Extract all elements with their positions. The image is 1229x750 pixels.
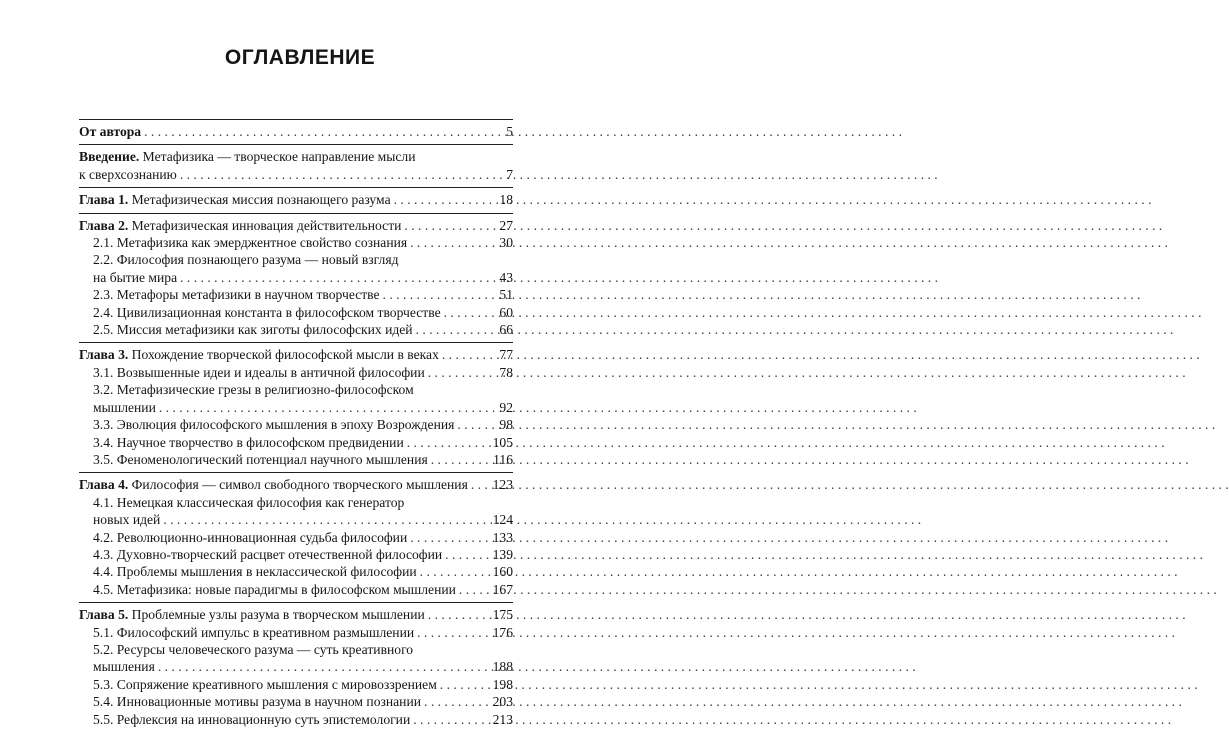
toc-label: Глава 2.: [79, 217, 129, 233]
toc-label: мышлении: [93, 399, 156, 415]
toc-entry-title: [79, 606, 425, 623]
dot-leader: [417, 624, 489, 641]
toc-entry-title: [93, 269, 177, 286]
toc-label: к сверхсознанию: [79, 166, 177, 182]
toc-line: [79, 217, 513, 234]
toc-label: 5.4. Инновационные мотивы разума в научном познании: [93, 694, 422, 710]
toc-line: [79, 476, 513, 493]
toc-chapter-entry[interactable]: [79, 217, 513, 234]
toc-label: 4.3. Духовно-творческий расцвет отечественной философии: [93, 546, 443, 562]
toc-line: [79, 381, 513, 398]
toc-line: [79, 166, 513, 183]
page-number: 175: [492, 607, 513, 623]
toc-line: [79, 399, 513, 416]
toc-title-text: Метафизическая миссия познающего разума: [128, 192, 391, 208]
toc-entry-title: [93, 676, 437, 693]
dot-leader: [457, 416, 496, 433]
toc-label: 4.5. Метафизика: новые парадигмы в философском мышлении: [93, 581, 456, 597]
page-number: 133: [492, 529, 513, 545]
toc-section: [79, 144, 513, 183]
page-title: ОГЛАВЛЕНИЕ: [224, 46, 376, 69]
dot-leader: [416, 321, 497, 338]
toc-entry-title: [79, 166, 177, 183]
table-of-contents: [79, 119, 513, 728]
toc-label: 4.1. Немецкая классическая философия как генератор: [93, 494, 405, 510]
page-number: 66: [499, 322, 513, 338]
toc-label: Глава 4.: [79, 477, 129, 493]
dot-leader: [428, 364, 497, 381]
page-number: 43: [499, 269, 513, 285]
toc-label: 2.5. Миссия метафизики как зиготы философских идей: [93, 322, 413, 338]
toc-label: 3.3. Эволюция философского мышления в эпоху Возрождения: [93, 417, 455, 433]
toc-label: 4.2. Революционно-инновационная судьба философии: [93, 529, 408, 545]
toc-line: [79, 563, 513, 580]
toc-entry-title: [93, 399, 156, 416]
toc-label: 4.4. Проблемы мышления в неклассической философии: [93, 564, 417, 580]
toc-subentry[interactable]: [79, 693, 513, 710]
toc-label: 2.3. Метафоры метафизики в научном творчестве: [93, 287, 380, 303]
toc-label: От автора: [79, 124, 142, 139]
toc-line: [79, 148, 513, 165]
page-number: 77: [499, 347, 513, 363]
toc-line: [79, 346, 513, 363]
dot-leader: [444, 304, 497, 321]
page-number: 78: [499, 364, 513, 380]
toc-label: Глава 5.: [79, 607, 129, 623]
dot-leader: [394, 191, 497, 208]
toc-subentry[interactable]: [79, 711, 513, 728]
dot-leader: [459, 581, 490, 598]
toc-chapter-entry[interactable]: [79, 606, 513, 623]
toc-entry-title: [79, 217, 401, 234]
toc-entry-title: [93, 624, 414, 641]
page-number: 124: [492, 512, 513, 528]
toc-entry-title: [93, 511, 160, 528]
toc-label: 5.1. Философский импульс в креативном размышлении: [93, 624, 415, 640]
toc-subentry[interactable]: [79, 434, 513, 451]
toc-label: Глава 1.: [79, 192, 129, 208]
toc-line: [79, 251, 513, 268]
dot-leader: [431, 451, 490, 468]
toc-section: [79, 213, 513, 339]
toc-section: [79, 187, 513, 208]
toc-entry-title: [93, 321, 413, 338]
toc-entry-title: [93, 286, 380, 303]
toc-entry-title: [93, 529, 407, 546]
toc-entry-title: [93, 581, 456, 598]
toc-line: [79, 269, 513, 286]
toc-line: [79, 606, 513, 623]
toc-entry-title: [93, 641, 413, 658]
toc-entry-title: [93, 364, 425, 381]
page-number: 188: [492, 659, 513, 675]
toc-line: [79, 581, 513, 598]
toc-line: [79, 123, 513, 140]
toc-section: [79, 602, 513, 728]
toc-subentry[interactable]: [79, 529, 513, 546]
toc-subentry[interactable]: [79, 581, 513, 598]
toc-subentry[interactable]: [79, 286, 513, 303]
toc-label: 3.4. Научное творчество в философском предвидении: [93, 434, 404, 450]
page-number: 116: [493, 451, 513, 467]
toc-entry-title: [93, 546, 442, 563]
page-number: 105: [492, 434, 513, 450]
toc-subentry[interactable]: [79, 416, 513, 433]
toc-line: [79, 546, 513, 563]
toc-entry-title: [93, 494, 404, 511]
dot-leader: [424, 693, 490, 710]
toc-entry-title: [79, 191, 391, 208]
page-number: 27: [499, 217, 513, 233]
toc-line: [79, 416, 513, 433]
page-number: 30: [499, 235, 513, 251]
toc-line: [79, 624, 513, 641]
toc-subentry[interactable]: [79, 641, 513, 676]
toc-subentry[interactable]: [79, 381, 513, 416]
toc-title-text: Философия — символ свободного творческого мышления: [128, 477, 468, 493]
toc-title-text: Метафизическая инновация действительности: [128, 217, 402, 233]
toc-label: Глава 3.: [79, 347, 129, 363]
toc-line: [79, 693, 513, 710]
toc-title-text: Проблемные узлы разума в творческом мышлении: [128, 607, 425, 623]
toc-line: [79, 641, 513, 658]
toc-entry-title: [93, 693, 421, 710]
toc-entry-title: [79, 123, 141, 140]
page-number: 139: [492, 546, 513, 562]
toc-line: [79, 286, 513, 303]
toc-label: мышления: [93, 659, 155, 675]
toc-line: [79, 711, 513, 728]
toc-title-text: Похождение творческой философской мысли в веках: [128, 347, 439, 363]
toc-entry-title: [93, 304, 441, 321]
toc-entry-title: [79, 148, 415, 165]
toc-label: новых идей: [93, 512, 161, 528]
toc-subentry[interactable]: [79, 624, 513, 641]
dot-leader: [180, 269, 496, 286]
page-number: 18: [499, 192, 513, 208]
toc-line: [79, 321, 513, 338]
dot-leader: [180, 166, 503, 183]
dot-leader: [163, 511, 489, 528]
toc-line: [79, 511, 513, 528]
toc-entry-title: [93, 563, 417, 580]
toc-line: [79, 364, 513, 381]
toc-subentry[interactable]: [79, 451, 513, 468]
dot-leader: [407, 434, 490, 451]
toc-line: [79, 529, 513, 546]
toc-entry-title: [93, 434, 404, 451]
toc-label: 5.3. Сопряжение креативного мышления с мировоззрением: [93, 676, 437, 692]
page-number: 5: [506, 124, 513, 139]
toc-title-text: Метафизика — творческое направление мысли: [139, 149, 416, 165]
dot-leader: [158, 658, 490, 675]
toc-subentry[interactable]: [79, 251, 513, 286]
toc-chapter-entry[interactable]: [79, 148, 513, 183]
toc-subentry[interactable]: [79, 234, 513, 251]
toc-chapter-entry[interactable]: [79, 191, 513, 208]
toc-subentry[interactable]: [79, 546, 513, 563]
toc-label: 3.1. Возвышенные идеи и идеалы в античной философии: [93, 364, 425, 380]
toc-line: [79, 451, 513, 468]
toc-entry-title: [93, 416, 454, 433]
toc-line: [79, 191, 513, 208]
toc-entry-title: [79, 476, 468, 493]
toc-section: [79, 342, 513, 468]
page-number: 176: [492, 624, 513, 640]
toc-section: [79, 119, 513, 140]
toc-label: 3.5. Феноменологический потенциал научного мышления: [93, 451, 428, 467]
toc-line: [79, 494, 513, 511]
dot-leader: [413, 711, 489, 728]
toc-subentry[interactable]: [79, 676, 513, 693]
toc-label: 5.5. Рефлексия на инновационную суть эпистемологии: [93, 711, 411, 727]
toc-label: на бытие мира: [93, 269, 178, 285]
toc-chapter-entry[interactable]: [79, 476, 513, 493]
page-number: 167: [492, 581, 513, 597]
toc-label: 2.1. Метафизика как эмерджентное свойство сознания: [93, 235, 408, 251]
toc-line: [79, 676, 513, 693]
toc-subentry[interactable]: [79, 321, 513, 338]
dot-leader: [404, 217, 496, 234]
dot-leader: [144, 123, 503, 140]
toc-label: 2.2. Философия познающего разума — новый взгляд: [93, 252, 399, 268]
toc-label: Введение.: [79, 149, 140, 165]
page-number: 213: [492, 711, 513, 727]
toc-entry-title: [79, 346, 439, 363]
toc-label: 5.2. Ресурсы человеческого разума — суть креативного: [93, 641, 414, 657]
toc-label: 3.2. Метафизические грезы в религиозно-философском: [93, 382, 414, 398]
toc-section: [79, 472, 513, 598]
page-number: 92: [499, 399, 513, 415]
dot-leader: [420, 563, 490, 580]
toc-line: [79, 434, 513, 451]
toc-subentry[interactable]: [79, 304, 513, 321]
toc-entry-title: [93, 451, 428, 468]
page-number: 51: [499, 287, 513, 303]
toc-entry-title: [93, 251, 399, 268]
toc-chapter-entry[interactable]: [79, 346, 513, 363]
toc-subentry[interactable]: [79, 563, 513, 580]
dot-leader: [440, 676, 490, 693]
dot-leader: [410, 529, 489, 546]
dot-leader: [471, 476, 490, 493]
page-number: 123: [492, 477, 513, 493]
toc-entry-title: [93, 234, 407, 251]
toc-line: [79, 234, 513, 251]
toc-line: [79, 658, 513, 675]
toc-subentry[interactable]: [79, 364, 513, 381]
dot-leader: [410, 234, 496, 251]
page-number: 198: [492, 676, 513, 692]
page-number: 203: [492, 694, 513, 710]
toc-line: [79, 304, 513, 321]
dot-leader: [383, 286, 497, 303]
toc-entry-title: [93, 658, 155, 675]
toc-subentry[interactable]: [79, 494, 513, 529]
page-number: 160: [492, 564, 513, 580]
dot-leader: [428, 606, 490, 623]
toc-entry-title: [93, 711, 410, 728]
page-number: 60: [499, 304, 513, 320]
dot-leader: [159, 399, 497, 416]
toc-entry-title: [93, 381, 414, 398]
page-number: 7: [506, 166, 513, 182]
dot-leader: [442, 346, 497, 363]
toc-chapter-entry[interactable]: [79, 123, 513, 140]
dot-leader: [445, 546, 489, 563]
toc-label: 2.4. Цивилизационная константа в философском творчестве: [93, 304, 441, 320]
page-number: 98: [499, 417, 513, 433]
